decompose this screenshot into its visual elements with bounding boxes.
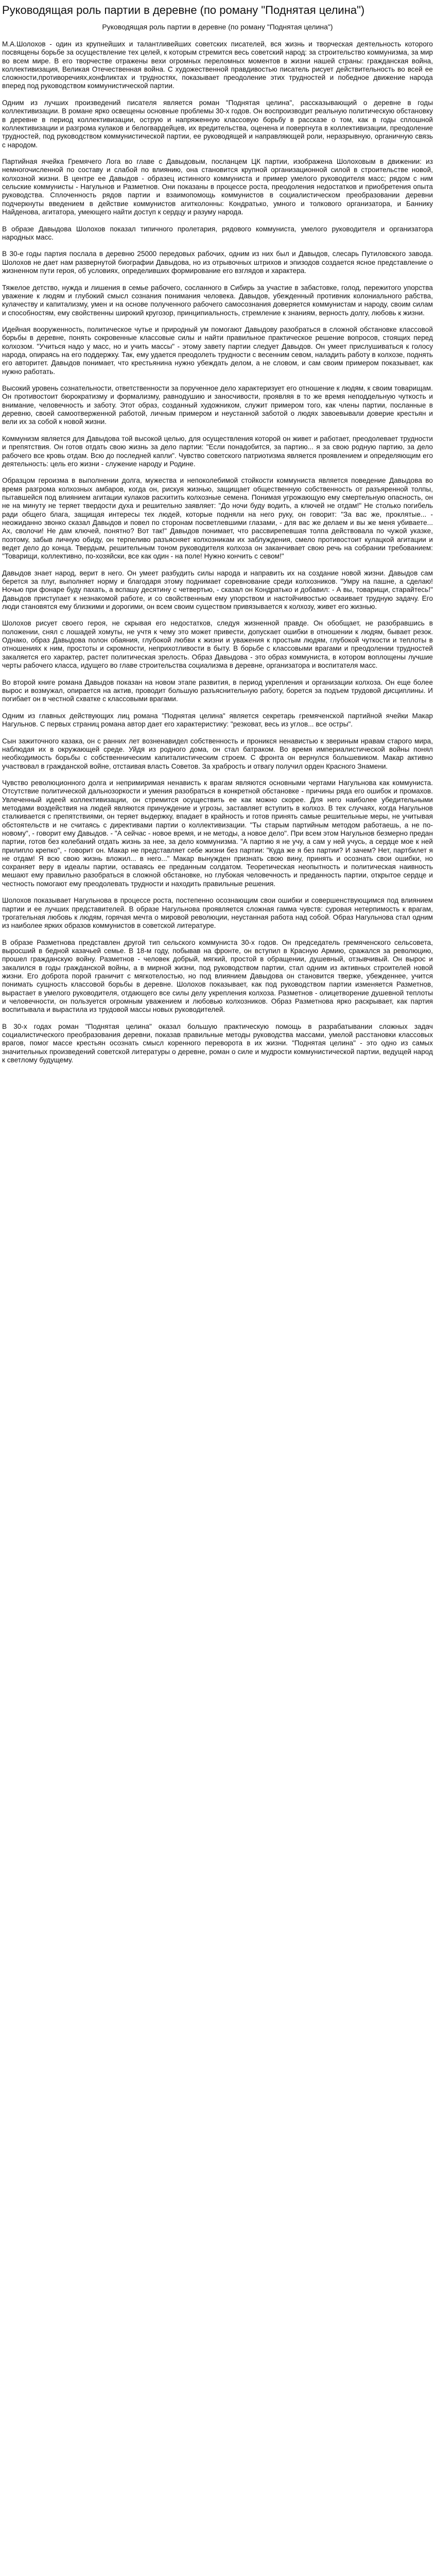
article-paragraph: Шолохов рисует своего героя, не скрывая его недостатков, следуя жизненной правде. Он обобщает, не разобравшись в положении, снял с лошадей хомуты, не учтя к чему это может привести, допускает ошибки в отношении к людям, бывает резок. Однако, образ Давыдова полон обаяния, глубокой любви к жизни и уважения к простым людям, глубокой чуткости и теплоты в отношениях к ним, простоты и скромности, неприхотливости в быту. В борьбе с классовыми врагами и преодолении трудностей закаляется его характер, растет политическая зрелость. Образ Давыдова - это образ коммуниста, в котором воплощены лучшие черты рабочего класса, идущего во главе строительства социализма в деревне, организатора и воспитателя масс. — [2, 619, 433, 669]
article-paragraph: Коммунизм является для Давыдова той высокой целью, для осуществления которой он живет и работает, преодолевает трудности и препятствия. Он готов отдать свою жизнь за дело партии: "Если понадобится, за партию... я за свою родную партию, за дело рабочего все кровь отдам. Всю до последней капли". Чувство советского патриотизма является проявлением и определяющим его деятельность: цель его жизни - служение народу и Родине. — [2, 434, 433, 468]
article-paragraph: Шолохов показывает Нагульнова в процессе роста, постепенно осознающим свои ошибки и совершенствующимся под влиянием партии и ее лучших представителей. В образе Нагульнова проявляется сложная гамма чувств: суровая нетерпимость к врагам, трогательная любовь к людям, горячая мечта о мировой революции, неустанная работа над собой. Образ Нагульнова стал одним из наиболее ярких образов коммунистов в советской литературе. — [2, 896, 433, 930]
article-paragraph: Партийная ячейка Гремячего Лога во главе с Давыдовым, посланцем ЦК партии, изображена Шолоховым в движении: из немногочисленной по составу и слабой по влиянию, она становится крупной организационной силой в строительстве новой, колхозной жизни. В центре ее Давыдов - образец истинного коммуниста и пример умелого руководителя масс; рядом с ним сельские коммунисты - Нагульнов и Разметнов. Они показаны в процессе роста, преодоления недостатков и приобретения опыта руководства. Сплоченность рядов партии и взаимопомощь коммунистов в социалистическом преобразовании деревни подчеркнуты введением в действие коммунистов агитколонны: Кондратько, умного и толкового организатора, и Баннику Найденова, агитатора, умеющего найти доступ к сердцу и разуму народа. — [2, 158, 433, 216]
article-paragraph: Идейная вооруженность, политическое чутье и природный ум помогают Давыдову разобраться в сложной обстановке классовой борьбы в деревне, понять сокровенные классовые силы и найти правильное практическое решение вопросов, стоящих перед колхозом. "Учиться надо у масс, но и учить массы" - этому завету партии следует Давыдов. Он умеет прислушиваться к голосу народа, опираясь на его поддержку. Так, ему удается преодолеть трудности с весенним севом, наладить работу в колхозе, поднять его авторитет. Давыдов понимает, что крестьянина нужно убеждать делом, а не словом, и сам своим примером показывает, как нужно работать. — [2, 326, 433, 376]
article-paragraph: В 30-е годы партия послала в деревню 25000 передовых рабочих, одним из них был и Давыдов, слесарь Путиловского завода. Шолохов не дает нам развернутой биографии Давыдова, но из отрывочных штрихов и эпизодов создается ясное представление о жизненном пути героя, об условиях, определивших формирование его взглядов и характера. — [2, 250, 433, 275]
article-subtitle: Руководящая роль партии в деревне (по роману "Поднятая целина") — [102, 23, 333, 31]
article-body — [2, 40, 433, 1064]
article-paragraph: Давыдов знает народ, верит в него. Он умеет разбудить силы народа и направить их на создание новой жизни. Давыдов сам берется за плуг, выполняет норму и благодаря этому поднимает соревнование среди колхозников. "Умру на пашне, а сделаю! Ночью при фонаре буду пахать, а вспашу десятину с четвертью, - сказал он Кондратько и добавил: - А вы, товарищи, старайтесь!" Давыдов приступает к незнакомой работе, и со свойственным ему упорством и настойчивостью осваивает трудную задачу. Его люди становятся ему близкими и дорогими, он всем своим существом привязывается к колхозу, живет его жизнью. — [2, 569, 433, 611]
article-paragraph: Образцом героизма в выполнении долга, мужества и непоколебимой стойкости коммуниста является поведение Давыдова во время разгрома колхозных амбаров, когда он, рискуя жизнью, защищает общественную собственность от разъяренной толпы, пытавшейся под влиянием агитации кулаков расхитить колхозные семена. Понимая угрожающую ему смертельную опасность, он не на минуту не теряет твердости духа и решительно заявляет: "До ночи буду водить, а ключей не отдам!" Не столько погибель ради общего блага, защищая интересы тех людей, которые подняли на него руку, он говорит: "За вас же, проклятые... - неожиданно звонко сказал Давыдов и повел по сторонам посветлевшими глазами, - для вас же делаем и вы же меня убиваете... Ах, сволочи! Не дам ключей, понятно? Вот так!" Давыдов понимает, что рассвирепевшая толпа действовала по чужой указке, поэтому, забыв личную обиду, он терпеливо разъясняет колхозникам их заблуждения, смело противостоит кулацкой агитации и ведет дело до конца. Твердым, решительным тоном руководителя колхоза он заканчивает свою речь на собрании требованием: "Товарищи, коллективно, по-хозяйски, все как один - на поле! Нужно кончить с севом!" — [2, 477, 433, 561]
article-paragraph: Чувство революционного долга и непримиримая ненависть к врагам являются основными чертами Нагульнова как коммуниста. Отсутствие политической дальнозоркости и умения разобраться в конкретной обстановке - причины ряда его ошибок и промахов. Увлеченный идеей коллективизации, он стремится осуществить ее как можно скорее. Для него наиболее убедительными методами воздействия на людей являются принуждение и угрозы, заставляет вступить в колхоз. В тех случаях, когда Нагульнов сталкивается с препятствиями, он теряет выдержку, впадает в крайность и готов принять самые решительные меры, не учитывая обстоятельств и не считаясь с директивами партии о коллективизации. "Ты старым партийным методом работаешь, а не по-новому", - говорит ему Давыдов. - "А сейчас - новое время, и не методы, а новое дело". При всем этом Нагульнов безмерно предан партии, готов без колебаний отдать жизнь за нее, за дело коммунизма. "А партию я не учу, а сам у ней учусь, а сердце мое к ней прилипло крепко", - говорит он. Макар не представляет себе жизни без партии: "Куда же я без партии? И зачем? Нет, партбилет я не отдам! Я всю свою жизнь вложил... в него..." Макар вынужден признать свою вину, принять и осознать свои ошибки, но сохраняет веру в идеалы партии, оставаясь ее преданным солдатом. Теоретическая неопытность и политическая наивность мешают ему правильно разобраться в сложной обстановке, но глубокая человечность и преданность партии, открытое сердце и честность помогают ему преодолевать трудности и находить правильные решения. — [2, 779, 433, 888]
article-paragraph: Одним из лучших произведений писателя является роман "Поднятая целина", рассказывающий о деревне в годы коллективизации. В романе ярко освещены основные проблемы 30-х годов. Он воспроизводит реальную политическую обстановку в деревне в период коллективизации, острую и напряженную классовую борьбу в рассказе о том, как в годы сплошной коллективизации и разгрома кулаков и белогвардейцев, их вредительства, оценена и повергнута в коллективизации, преодоление трудностей, под руководством коммунистической партии, ее руководящей и направляющей роли, неразрывную, органичную связь с народом. — [2, 99, 433, 149]
article-paragraph: Одним из главных действующих лиц романа "Поднятая целина" является секретарь гремяченской партийной ячейки Макар Нагульнов. С первых страниц романа автор дает его характеристику: "резковат, весь из углов... все остры". — [2, 711, 433, 728]
article-paragraph: В образе Давыдова Шолохов показал типичного пролетария, рядового коммуниста, умелого руководителя и организатора народных масс. — [2, 225, 433, 241]
article-paragraph: Тяжелое детство, нужда и лишения в семье рабочего, сосланного в Сибирь за участие в забастовке, голод, пережитого упорства уважение к людям и глубокий смысл сознания понимания человека. Давыдов, убежденный противник колониального рабства, кулачеству и капитализму, умен и на основе полученного рабочего самосознания доверяется коммунистам и народу, своим силам и способностям, ему свойственны широкий кругозор, принципиальность, стремление к знаниям, верность долгу, любовь к жизни. — [2, 283, 433, 317]
page-title: Руководящая роль партии в деревне (по роману "Поднятая целина") — [2, 4, 365, 16]
article-paragraph: Высокий уровень сознательности, ответственности за порученное дело характеризует его отношение к людям, к своим товарищам. Он противостоит бюрократизму и формализму, равнодушию и заносчивости, проявляя в то же время неподдельную чуткость и внимание, человечность и заботу. Этот образ, созданный художником, служит примером того, как члены партии, посланные в деревню, своей самоотверженной работой, личным примером и неустанной заботой о людях завоевывали доверие крестьян и вели их за собой к новой жизни. — [2, 384, 433, 426]
article-paragraph: В 30-х годах роман "Поднятая целина" оказал большую практическую помощь в разрабатывании сложных задач социалистического преобразования деревни, показав правильные методы руководства массами, умелой расстановки классовых врагов, помог массе крестьян осознать смысл коренного переворота в их жизни. "Поднятая целина" - это одно из самых значительных произведений советской литературы о деревне, роман о силе и мудрости коммунистической партии, ведущей народ к светлому будущему. — [2, 1022, 433, 1064]
article-paragraph: Во второй книге романа Давыдов показан на новом этапе развития, в период укрепления и организации колхоза. Он еще более вырос и возмужал, опирается на актив, проводит большую разъяснительную работу, борется за подъем трудовой дисциплины. И погибает он в честной схватке с классовыми врагами. — [2, 678, 433, 703]
article-paragraph: М.А.Шолохов - один из крупнейших и талантливейших советских писателей, вся жизнь и творческая деятельность которого посвящены борьбе за осуществление тех целей, к которым стремится весь советский народ: за строительство коммунизма, за мир во всем мире. В его творчестве отражены вехи огромных переломных моментов в жизни нашей страны: гражданская война, коллективизация, Великая Отечественная война. С художественной правдивостью писатель рисует действительность во всей ее сложности,противоречиях,конфликтах и трудностях, показывает преодоление этих трудностей и победное движение народа вперед под руководством коммунистической партии. — [2, 40, 433, 90]
article-paragraph: Сын зажиточного казака, он с ранних лет возненавидел собственность и проникся ненавистью к звериным нравам старого мира, наблюдая их в окружающей среде. Уйдя из родного дома, он стал батраком. Во время империалистической войны понял необходимость борьбы с собственническим капиталистическим строем. С фронта он вернулся большевиком. Макар активно участвовал в гражданской войне, отстаивая власть Советов. За храбрость и отвагу получил орден Красного Знамени. — [2, 737, 433, 770]
article-paragraph: В образе Разметнова представлен другой тип сельского коммуниста 30-х годов. Он председатель гремяченского сельсовета, выросший в бедной казачьей семье. В 18-м году, побывав на фронте, он вступил в Красную Армию, сражался за революцию, прошел гражданскую войну. Разметнов - человек добрый, мягкий, простой в обращении, душевный, отзывчивый. Он вырос и закалился в годы гражданской войны, а в мирной жизни, под руководством партии, стал одним из активных строителей новой жизни. Его доброта порой граничит с мягкотелостью, но под влиянием Давыдова он становится тверже, убежденнее, учится понимать сущность классовой борьбы в деревне. Шолохов показывает, как под руководством партии изменяется Разметнов, вырастает в умелого руководителя, отдающего все силы делу укрепления колхоза. Разметнов - олицетворение душевной теплоты и человечности, он пользуется огромным уважением и любовью колхозников. Образ Разметнова ярко раскрывает, как партия воспитывала и вырастила из трудовой массы новых руководителей. — [2, 938, 433, 1014]
